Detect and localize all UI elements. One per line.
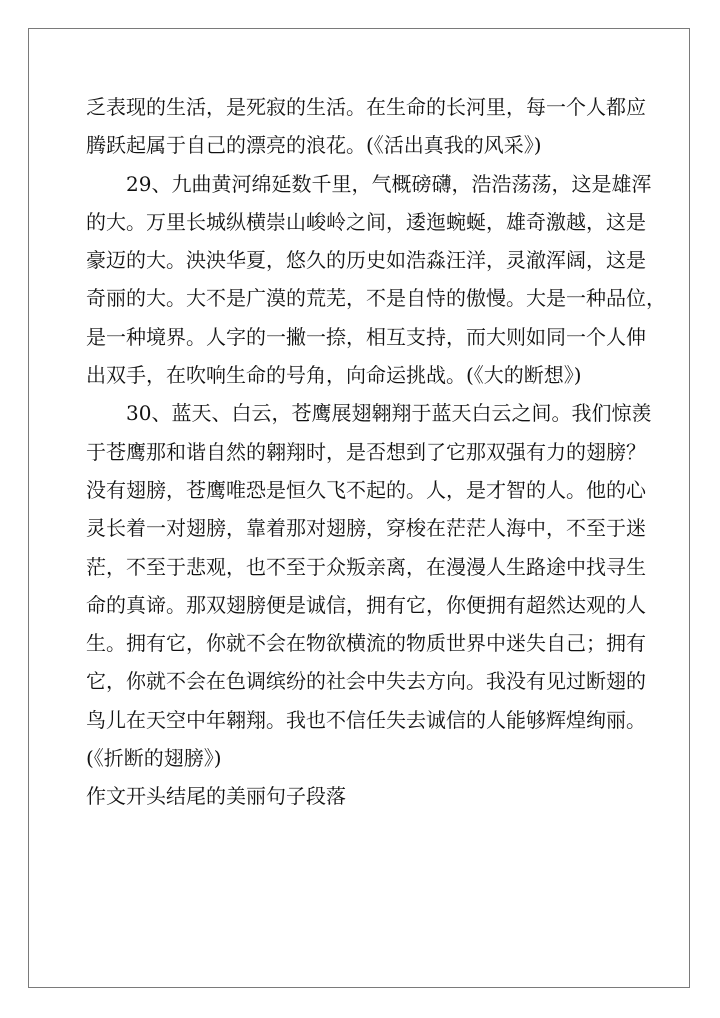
text-line: 出双手，在吹响生命的号角，向命运挑战。(《大的断想》) [86, 363, 582, 388]
paragraph-29 [86, 165, 666, 395]
text-line: 是一种境界。人字的一撇一捺，相互支持，而大则如同一个人伸 [86, 324, 646, 349]
text-line: 生。拥有它，你就不会在物欲横流的物质世界中迷失自己；拥有 [86, 631, 646, 656]
text-line: 的大。万里长城纵横崇山峻岭之间，逶迤蜿蜒，雄奇激越，这是 [86, 209, 646, 234]
text-line: 没有翅膀，苍鹰唯恐是恒久飞不起的。人，是才智的人。他的心 [86, 477, 646, 502]
text-line: (《折断的翅膀》) [86, 746, 222, 771]
text-line: 30、蓝天、白云，苍鹰展翅翱翔于蓝天白云之间。我们惊羡 [126, 401, 652, 426]
text-line: 于苍鹰那和谐自然的翱翔时，是否想到了它那双强有力的翅膀？ [86, 439, 646, 464]
text-line: 29、九曲黄河绵延数千里，气概磅礴，浩浩荡荡，这是雄浑 [126, 171, 652, 196]
text-line: 乏表现的生活，是死寂的生活。在生命的长河里，每一个人都应 [86, 95, 646, 119]
text-line: 茫，不至于悲观，也不至于众叛亲离，在漫漫人生路途中找寻生 [86, 554, 646, 579]
text-line: 豪迈的大。泱泱华夏，悠久的历史如浩淼汪洋，灵澈浑阔，这是 [86, 248, 646, 273]
section-heading [86, 777, 638, 815]
text-line: 鸟儿在天空中年翱翔。我也不信任失去诚信的人能够辉煌绚丽。 [86, 707, 646, 732]
document-body [86, 88, 666, 816]
heading-text: 作文开头结尾的美丽句子段落 [86, 784, 346, 809]
text-line: 灵长着一对翅膀，靠着那对翅膀，穿梭在茫茫人海中，不至于迷 [86, 516, 646, 541]
text-line: 奇丽的大。大不是广漠的荒芜，不是自恃的傲慢。大是一种品位， [86, 286, 666, 311]
text-line: 腾跃起属于自己的漂亮的浪花。(《活出真我的风采》) [86, 133, 542, 158]
paragraph-30 [86, 394, 652, 777]
text-line: 它，你就不会在色调缤纷的社会中失去方向。我没有见过断翅的 [86, 669, 646, 694]
text-line: 命的真谛。那双翅膀便是诚信，拥有它，你便拥有超然达观的人 [86, 592, 646, 617]
paragraph-continuation [86, 88, 646, 165]
